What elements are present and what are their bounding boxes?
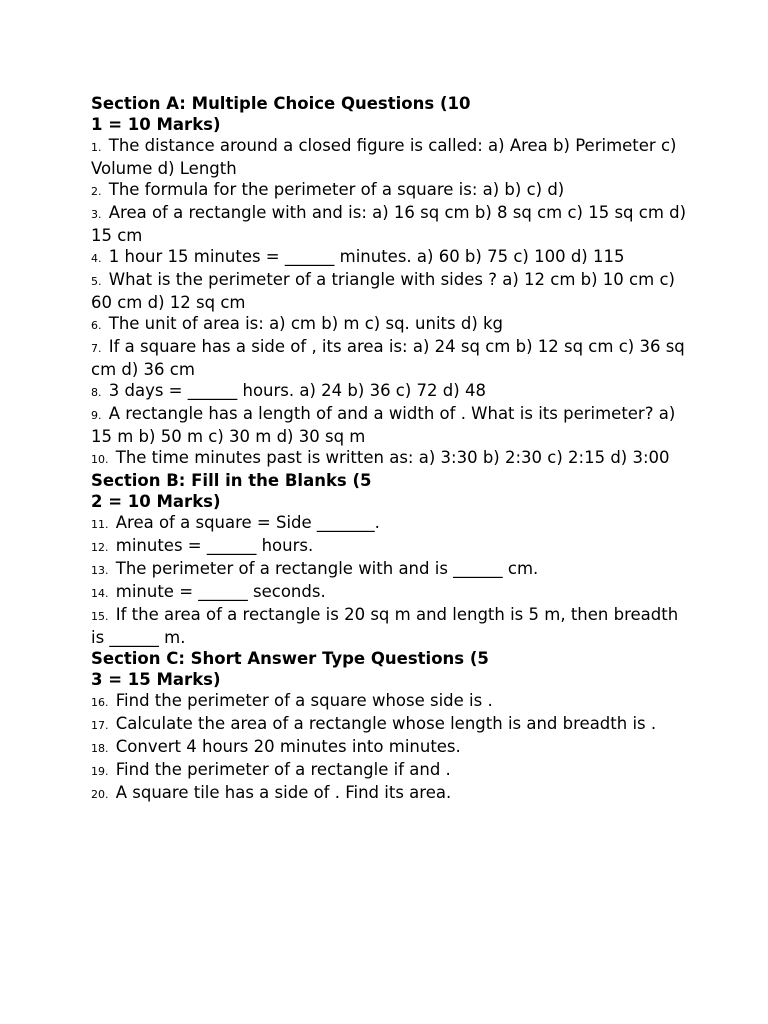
question-item (91, 736, 691, 759)
question-text: The time minutes past is written as: a) 3:30 b) 2:30 c) 2:15 d) 3:00 (115, 448, 670, 467)
question-text: Area of a square = Side _______. (115, 513, 380, 532)
question-item (91, 512, 691, 535)
question-text: A square tile has a side of . Find its area. (115, 783, 452, 802)
question-number: 2. (91, 185, 102, 198)
question-number: 14. (91, 587, 109, 600)
question-number: 19. (91, 765, 109, 778)
question-number: 17. (91, 719, 109, 732)
question-item (91, 246, 691, 269)
section-heading: Section B: Fill in the Blanks (5 2 = 10 Marks) (91, 471, 372, 511)
worksheet-page (91, 93, 691, 805)
question-text: What is the perimeter of a triangle with sides ? a) 12 cm b) 10 cm c) 60 cm d) 12 sq cm (91, 270, 675, 312)
question-number: 9. (91, 409, 102, 422)
question-item (91, 380, 691, 403)
question-item (91, 135, 691, 179)
question-text: If the area of a rectangle is 20 sq m and length is 5 m, then breadth is ______ m. (91, 605, 679, 647)
question-text: Convert 4 hours 20 minutes into minutes. (115, 737, 461, 756)
question-item (91, 535, 691, 558)
question-item (91, 558, 691, 581)
question-item (91, 179, 691, 202)
question-item (91, 690, 691, 713)
question-number: 8. (91, 386, 102, 399)
question-item (91, 713, 691, 736)
question-number: 18. (91, 742, 109, 755)
question-item (91, 604, 691, 648)
question-number: 13. (91, 564, 109, 577)
question-text: The unit of area is: a) cm b) m c) sq. units d) kg (108, 314, 504, 333)
question-number: 20. (91, 788, 109, 801)
question-number: 10. (91, 453, 109, 466)
question-item (91, 202, 691, 246)
question-text: Calculate the area of a rectangle whose length is and breadth is . (115, 714, 657, 733)
question-item (91, 336, 691, 380)
question-text: minutes = ______ hours. (115, 536, 314, 555)
question-text: Find the perimeter of a rectangle if and . (115, 760, 451, 779)
question-number: 16. (91, 696, 109, 709)
section-heading: Section C: Short Answer Type Questions (5 3 = 15 Marks) (91, 649, 489, 689)
question-text: The perimeter of a rectangle with and is ______ cm. (115, 559, 539, 578)
question-text: Area of a rectangle with and is: a) 16 sq cm b) 8 sq cm c) 15 sq cm d) 15 cm (91, 203, 687, 245)
question-number: 5. (91, 275, 102, 288)
question-text: minute = ______ seconds. (115, 582, 326, 601)
question-number: 6. (91, 319, 102, 332)
question-number: 11. (91, 518, 109, 531)
question-number: 4. (91, 252, 102, 265)
question-item (91, 313, 691, 336)
section-b (91, 470, 691, 648)
question-number: 7. (91, 342, 102, 355)
question-text: If a square has a side of , its area is: a) 24 sq cm b) 12 sq cm c) 36 sq cm d) 36 cm (91, 337, 685, 379)
question-item (91, 782, 691, 805)
question-item (91, 269, 691, 313)
question-item (91, 581, 691, 604)
question-text: 3 days = ______ hours. a) 24 b) 36 c) 72 d) 48 (108, 381, 486, 400)
question-text: 1 hour 15 minutes = ______ minutes. a) 60 b) 75 c) 100 d) 115 (108, 247, 625, 266)
question-text: The distance around a closed figure is called: a) Area b) Perimeter c) Volume d) Length (91, 136, 677, 178)
section-heading: Section A: Multiple Choice Questions (10 1 = 10 Marks) (91, 94, 471, 134)
question-number: 15. (91, 610, 109, 623)
question-number: 1. (91, 141, 102, 154)
question-item (91, 759, 691, 782)
question-text: The formula for the perimeter of a square is: a) b) c) d) (108, 180, 565, 199)
question-text: Find the perimeter of a square whose side is . (115, 691, 493, 710)
question-number: 3. (91, 208, 102, 221)
section-a (91, 93, 691, 470)
question-item (91, 447, 691, 470)
section-c (91, 648, 691, 805)
question-text: A rectangle has a length of and a width of . What is its perimeter? a) 15 m b) 50 m c) 30 m d) 30 sq m (91, 404, 676, 446)
question-item (91, 403, 691, 447)
question-number: 12. (91, 541, 109, 554)
